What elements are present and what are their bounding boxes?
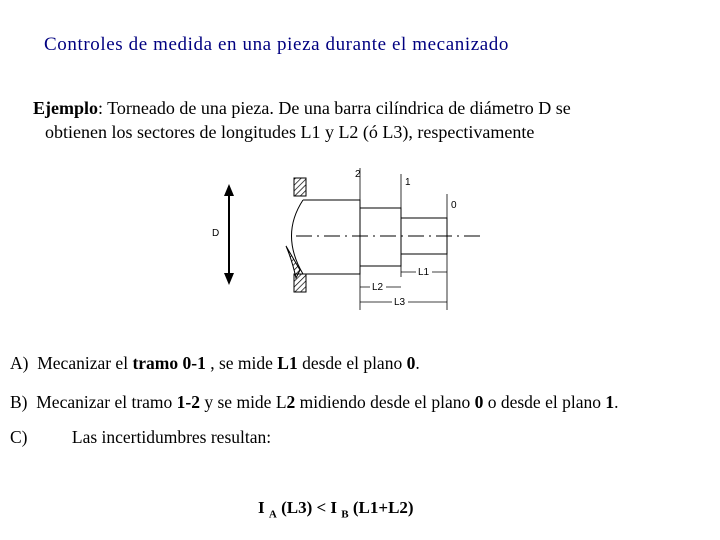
item-a-bold-2: L1	[277, 353, 298, 373]
turning-diagram	[200, 160, 500, 320]
dim-l1-label: L1	[418, 267, 430, 278]
item-a-text-3: desde el plano	[297, 353, 407, 373]
formula-sub-b: B	[341, 508, 349, 521]
item-b-text-2: y se mide L	[200, 392, 287, 412]
item-b-bold-3: 0	[474, 392, 484, 412]
item-b-text-3: midiendo desde el plano	[295, 392, 475, 412]
example-text-1: : Torneado de una pieza. De una barra cilíndrica de diámetro D se	[98, 98, 571, 118]
formula-end: (L1+L2)	[348, 498, 414, 517]
item-c	[10, 427, 271, 448]
dim-l2-label: L2	[372, 282, 384, 293]
item-b-bold-1: 1-2	[176, 392, 200, 412]
item-a-text-1: Mecanizar el	[37, 353, 133, 373]
plane-0-label: 0	[451, 200, 457, 211]
item-a-bold-3: 0	[406, 353, 416, 373]
item-a-text-2: , se mide	[205, 353, 278, 373]
plane-1-label: 1	[405, 177, 411, 188]
page-title: Controles de medida en una pieza durante el mecanizado	[44, 34, 509, 55]
item-c-prefix: C)	[10, 427, 28, 447]
diameter-arrow	[224, 184, 234, 285]
item-a-prefix: A)	[10, 353, 29, 373]
example-label: Ejemplo	[33, 98, 98, 118]
uncertainty-formula	[258, 498, 414, 520]
dim-l3-label: L3	[394, 297, 406, 308]
item-b	[10, 392, 618, 413]
item-b-bold-2: 2	[286, 392, 296, 412]
example-line-1	[33, 96, 571, 120]
item-b-bold-4: 1	[605, 392, 615, 412]
item-b-text-4: o desde el plano	[483, 392, 606, 412]
example-paragraph	[33, 96, 571, 144]
plane-2-label: 2	[355, 169, 361, 180]
formula-mid: (L3) < I	[276, 498, 342, 517]
item-c-text: Las incertidumbres resultan:	[71, 427, 272, 447]
workpiece-outline	[292, 200, 448, 274]
diameter-label: D	[212, 228, 220, 239]
item-b-text-5: .	[614, 392, 619, 412]
item-a-text-4: .	[415, 353, 420, 373]
item-b-prefix: B)	[10, 392, 28, 412]
formula-sub-a: A	[268, 508, 277, 521]
example-line-2: obtienen los sectores de longitudes L1 y L2 (ó L3), respectivamente	[45, 122, 535, 142]
item-a-bold-1: tramo 0-1	[132, 353, 206, 373]
item-b-text-1: Mecanizar el tramo	[36, 392, 177, 412]
item-a	[10, 353, 420, 374]
chuck-jaw-top	[294, 178, 306, 196]
formula-i1: I	[258, 498, 269, 517]
